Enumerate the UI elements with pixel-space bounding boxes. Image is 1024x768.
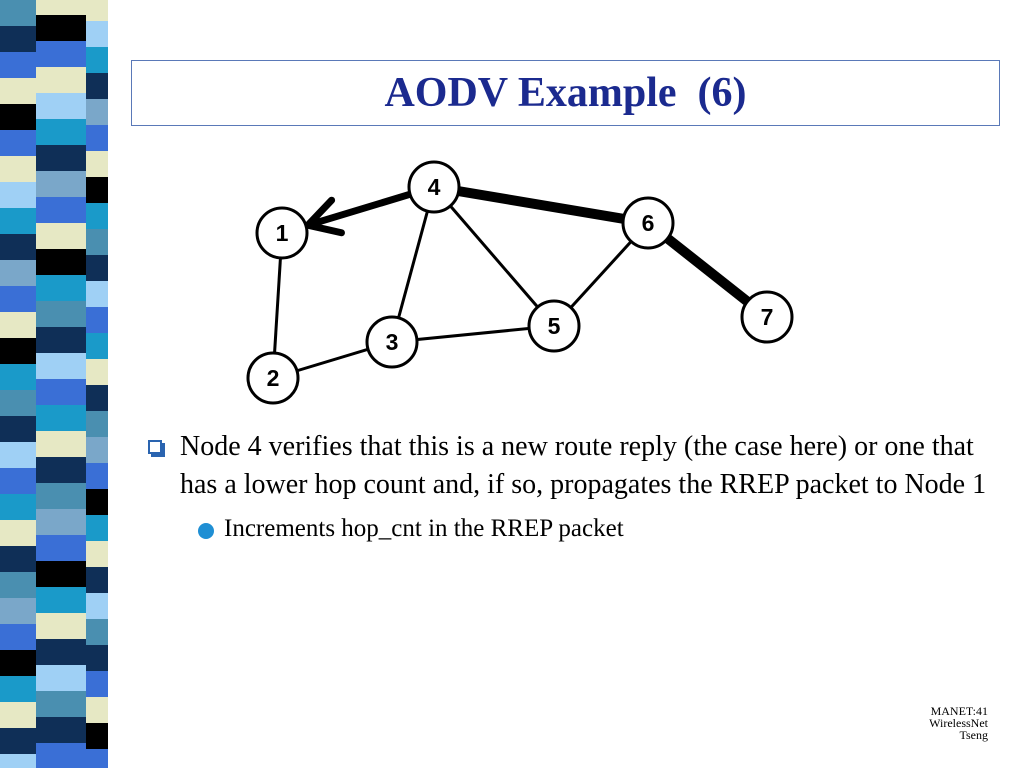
footer-course: WirelessNet — [929, 716, 988, 730]
node-4 — [409, 162, 459, 212]
node-3 — [367, 317, 417, 367]
bullet-list — [146, 428, 1006, 546]
node-label: 6 — [641, 210, 655, 236]
node-label: 3 — [385, 329, 399, 355]
node-label: 4 — [427, 174, 441, 200]
sub-bullet-text: Increments hop_cnt in the RREP packet — [224, 515, 624, 542]
edge-4-6 — [434, 187, 648, 223]
dot-bullet-icon — [198, 523, 214, 539]
footer-author: Tseng — [959, 728, 988, 742]
node-2 — [248, 353, 298, 403]
bullet-text: Node 4 verifies that this is a new route reply (the case here) or one that has a lower hop count and, if so, propagates the RREP packet to Node 1 — [180, 431, 987, 500]
sub-bullet-item — [196, 512, 1006, 546]
bullet-item — [146, 428, 1006, 504]
node-7 — [742, 292, 792, 342]
node-label: 1 — [275, 220, 289, 246]
node-label: 2 — [266, 365, 280, 391]
node-label: 7 — [760, 304, 774, 330]
node-1 — [257, 208, 307, 258]
node-5 — [529, 301, 579, 351]
slide-footer — [929, 705, 988, 741]
node-label: 5 — [547, 313, 561, 339]
node-6 — [623, 198, 673, 248]
slide-title: AODV Example (6) — [384, 70, 747, 116]
square-bullet-icon — [148, 440, 162, 454]
footer-slide-number: MANET:41 — [930, 704, 988, 718]
